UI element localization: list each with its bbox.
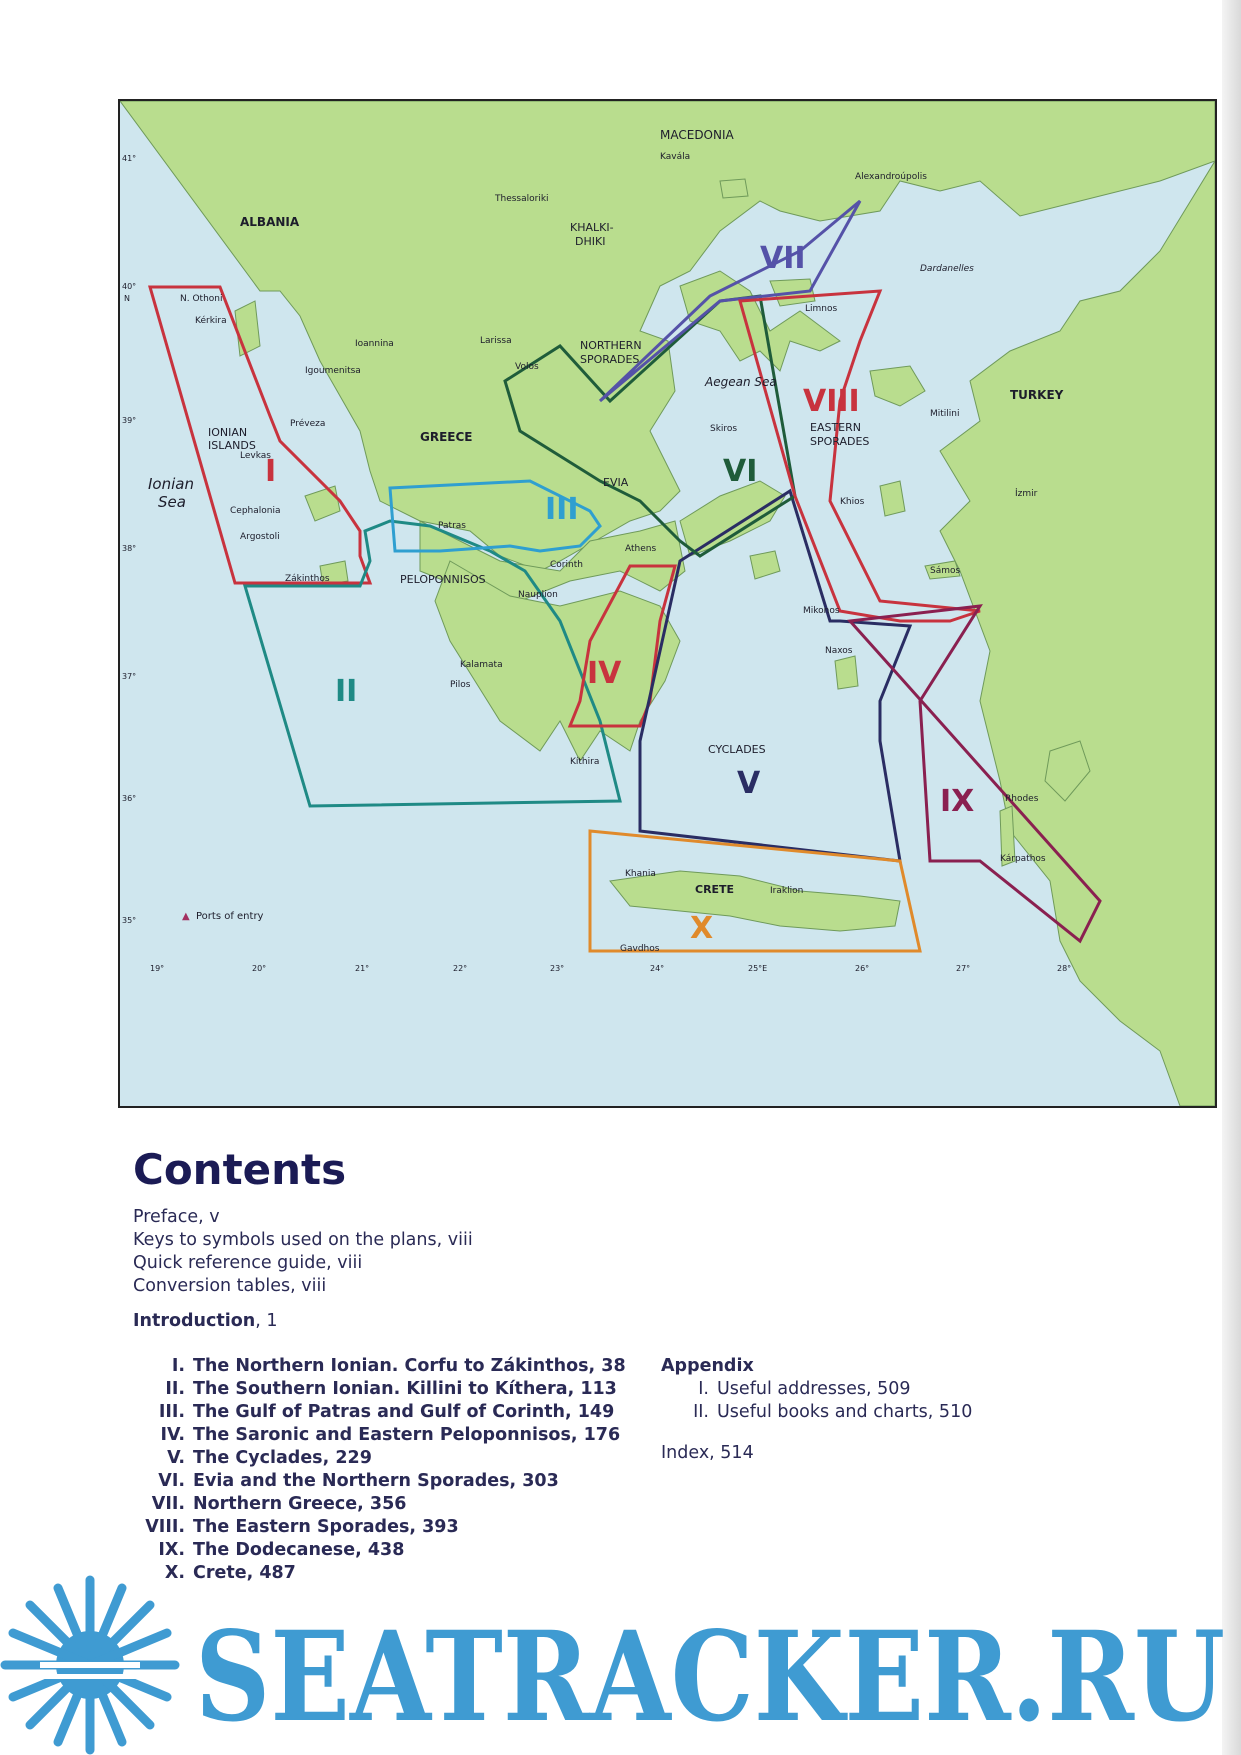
label-turkey: TURKEY — [1010, 388, 1064, 402]
place-igoumenitsa: Igoumenitsa — [305, 366, 361, 376]
place-kalamata: Kalamata — [460, 660, 503, 670]
place-rhodes: Rhodes — [1005, 794, 1039, 804]
place-nauplion: Nauplion — [518, 590, 558, 600]
corfu-island — [235, 301, 260, 356]
label-evia: EVIA — [603, 476, 629, 489]
label-northern-sporades-2: SPORADES — [580, 353, 640, 366]
lat-40: 40° — [122, 282, 137, 291]
crete-island — [610, 871, 900, 931]
page-spine — [1222, 0, 1241, 1755]
label-eastern-sporades: EASTERN — [810, 421, 861, 434]
appendix-section — [661, 1355, 972, 1424]
front-matter-item[interactable]: Quick reference guide, viii — [133, 1253, 363, 1273]
lon-22: 22° — [453, 964, 468, 973]
cephalonia-island — [305, 486, 340, 521]
andros-island — [750, 551, 780, 579]
chapter-item[interactable]: IX. The Dodecanese, 438 — [158, 1540, 405, 1560]
lat-41: 41° — [122, 154, 137, 163]
chapter-item[interactable]: VII. Northern Greece, 356 — [151, 1494, 407, 1514]
zone-I-label: I — [265, 454, 277, 489]
label-northern-sporades: NORTHERN — [580, 339, 642, 352]
place-kithira: Kíthira — [570, 757, 600, 767]
chapter-item[interactable]: I. The Northern Ionian. Corfu to Zákinthos, 38 — [171, 1356, 626, 1376]
chapter-item[interactable]: VI. Evia and the Northern Sporades, 303 — [158, 1471, 559, 1491]
lon-20: 20° — [252, 964, 267, 973]
label-greece: GREECE — [420, 430, 473, 444]
lon-26: 26° — [855, 964, 870, 973]
thasos-island — [720, 179, 748, 198]
place-naxos: Naxos — [825, 646, 853, 656]
chapter-list — [133, 1355, 626, 1585]
chapter-item[interactable]: III. The Gulf of Patras and Gulf of Corinth, 149 — [158, 1402, 615, 1422]
place-preveza: Préveza — [290, 419, 326, 429]
turkey-coast — [940, 161, 1215, 1106]
place-levkas: Levkas — [240, 451, 271, 461]
appendix-item[interactable]: I. Useful addresses, 509 — [698, 1379, 911, 1399]
lat-38: 38° — [122, 544, 137, 553]
sun-logo-icon — [5, 1580, 175, 1750]
front-matter-item[interactable]: Preface, v — [133, 1207, 220, 1227]
lon-24: 24° — [650, 964, 665, 973]
zone-X-label: X — [690, 911, 714, 946]
chapter-item[interactable]: IV. The Saronic and Eastern Peloponnisos, 176 — [160, 1425, 621, 1445]
lat-36: 36° — [122, 794, 137, 803]
label-albania: ALBANIA — [240, 215, 300, 229]
seatracker-watermark — [0, 1570, 1241, 1755]
place-larissa: Larissa — [480, 336, 512, 346]
place-izmir: İzmir — [1015, 489, 1038, 499]
index-entry[interactable]: Index, 514 — [661, 1443, 754, 1463]
zone-VI-label: VI — [723, 454, 758, 489]
lon-25: 25°E — [748, 964, 768, 973]
chapter-item[interactable]: V. The Cyclades, 229 — [167, 1448, 372, 1468]
lat-35: 35° — [122, 916, 137, 925]
zone-IX-label: IX — [940, 784, 975, 819]
label-ionian-sea: Ionian — [148, 475, 194, 493]
place-mikonos: Mikonos — [803, 606, 840, 616]
place-skiros: Skiros — [710, 424, 738, 434]
place-zakinthos: Zákinthos — [285, 574, 330, 584]
zone-IV-label: IV — [587, 656, 622, 691]
chalkidiki — [680, 271, 840, 371]
place-samos: Sámos — [930, 566, 961, 576]
zone-VII-label: VII — [760, 241, 806, 276]
place-gavdhos: Gavdhos — [620, 944, 660, 954]
zone-II-label: II — [335, 674, 358, 709]
lon-19: 19° — [150, 964, 165, 973]
naxos-island — [835, 656, 858, 689]
chapter-item[interactable]: X. Crete, 487 — [164, 1563, 296, 1583]
zone-V-label: V — [737, 766, 761, 801]
place-iraklion: Iraklion — [770, 886, 804, 896]
place-corfu: Kérkira — [195, 316, 227, 326]
label-ionian-islands-2: ISLANDS — [208, 439, 256, 452]
lon-23: 23° — [550, 964, 565, 973]
lat-39: 39° — [122, 416, 137, 425]
lesvos-island — [870, 366, 925, 406]
introduction-label: Introduction — [133, 1311, 256, 1331]
label-macedonia: MACEDONIA — [660, 128, 734, 142]
place-ioannina: Ioannina — [355, 339, 394, 349]
front-matter-list — [133, 1206, 473, 1298]
zone-VIII-label: VIII — [803, 384, 860, 419]
place-othoni: N. Othoni — [180, 294, 223, 304]
introduction-entry[interactable] — [133, 1311, 277, 1331]
label-peloponnisos: PELOPONNISOS — [400, 573, 486, 586]
label-aegean-sea: Aegean Sea — [705, 375, 777, 389]
place-cephalonia: Cephalonia — [230, 506, 281, 516]
svg-text:Ports of entry: Ports of entry — [196, 911, 264, 922]
place-alexandroupolis: Alexandroúpolis — [855, 172, 927, 182]
place-kavala: Kavála — [660, 152, 691, 162]
label-crete: CRETE — [695, 883, 735, 896]
sailing-zones-map — [118, 99, 1217, 1108]
label-khalkidhiki-2: DHIKI — [575, 235, 606, 248]
map-canvas — [120, 101, 1215, 1106]
front-matter-item[interactable]: Keys to symbols used on the plans, viii — [133, 1230, 473, 1250]
place-karpathos: Kárpathos — [1000, 854, 1046, 864]
legend — [182, 911, 264, 922]
place-thessaloniki: Thessaloriki — [495, 194, 549, 204]
place-patras: Patras — [438, 521, 466, 531]
label-khalkidhiki: KHALKI- — [570, 221, 614, 234]
place-athens: Athens — [625, 544, 657, 554]
label-cyclades: CYCLADES — [708, 743, 766, 756]
chapter-item[interactable]: VIII. The Eastern Sporades, 393 — [145, 1517, 459, 1537]
place-mitilini: Mitilini — [930, 409, 960, 419]
place-corinth: Corinth — [550, 560, 583, 570]
lon-28: 28° — [1057, 964, 1072, 973]
place-pilos: Pilos — [450, 680, 471, 690]
chapter-item[interactable]: II. The Southern Ionian. Killini to Kíthera, 113 — [165, 1379, 617, 1399]
zone-III-label: III — [545, 492, 579, 527]
introduction-page: , 1 — [255, 1311, 278, 1331]
appendix-heading: Appendix — [661, 1356, 754, 1376]
place-dardanelles: Dardanelles — [920, 264, 974, 274]
place-khios: Khios — [840, 497, 865, 507]
front-matter-item[interactable]: Conversion tables, viii — [133, 1276, 327, 1296]
place-limnos: Limnos — [805, 304, 838, 314]
appendix-item[interactable]: II. Useful books and charts, 510 — [693, 1402, 973, 1422]
label-ionian-sea-2: Sea — [158, 493, 186, 511]
lat-40-n: N — [124, 294, 130, 303]
lat-37: 37° — [122, 672, 137, 681]
place-argostoli: Argostoli — [240, 532, 280, 542]
lon-27: 27° — [956, 964, 971, 973]
svg-text:▲: ▲ — [182, 911, 190, 922]
chios-island — [880, 481, 905, 516]
place-volos: Volos — [515, 362, 539, 372]
place-khania: Khania — [625, 869, 656, 879]
contents-title: Contents — [133, 1145, 347, 1194]
watermark-text: SEATRACKER.RU — [195, 1605, 1225, 1750]
label-ionian-islands: IONIAN — [208, 426, 248, 439]
lon-21: 21° — [355, 964, 370, 973]
evia-island — [680, 481, 785, 556]
label-eastern-sporades-2: SPORADES — [810, 435, 870, 448]
